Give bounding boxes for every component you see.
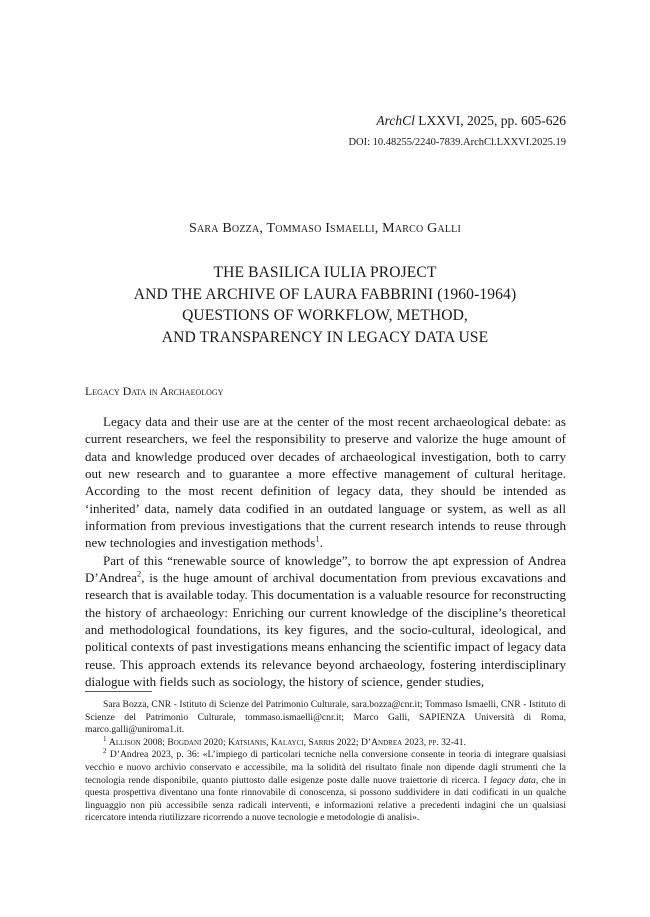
footnote-ref[interactable]: 2	[136, 568, 142, 579]
body-text	[85, 413, 566, 691]
title-line: QUESTIONS OF WORKFLOW, METHOD,	[182, 307, 468, 324]
author-list: Sara Bozza, Tommaso Ismaelli, Marco Galli	[188, 221, 461, 236]
footnote	[85, 734, 566, 750]
title-line: AND THE ARCHIVE OF LAURA FABBRINI (1960-1964)	[133, 285, 517, 303]
paragraph	[85, 552, 566, 691]
footnotes	[85, 699, 566, 825]
footnote-affiliations: Sara Bozza, CNR - Istituto di Scienze del Patrimonio Culturale, sara.bozza@cnr.it; Tommaso Ismaelli, CNR - Istituto di Scienze del Patrimonio Culturale, tommaso.ismaelli@cnr.it; Marco Galli, SAPIENZA Università di Roma, marco.galli@uniroma1.it.	[85, 699, 566, 736]
article-title	[0, 262, 650, 348]
paragraph-text: Part of this “renewable source of knowledge”, to borrow the apt expression of Andrea D’Andrea	[85, 552, 566, 586]
footnote-divider	[85, 691, 152, 692]
paragraph-text: .	[319, 535, 323, 551]
footnote-ref[interactable]: 1	[315, 534, 320, 545]
paragraph-text: Legacy data and their use are at the center of the most recent archaeological debate: as current researchers, we feel the responsibility to preserve and valorize the huge amount of data and knowledge produced over decades of archaeological investigation, both to carry out new research and to guarantee a more effective management of cultural heritage. According to the most recent definition of legacy data, they should be intended as ‘inherited’ data, namely data codified in an outdated language or system, as well as all information from previous investigations that the current research intends to reuse through new technologies and investigation methods	[85, 414, 566, 551]
journal-reference	[376, 113, 566, 129]
journal-name: ArchCl	[376, 113, 415, 128]
doi: DOI: 10.48255/2240-7839.ArchCl.LXXVI.2025.19	[348, 137, 566, 148]
title-line: THE BASILICA IULIA PROJECT	[213, 264, 437, 281]
footnote-italic: legacy data	[490, 774, 536, 786]
footnote-number: 2	[103, 747, 107, 756]
section-heading: Legacy Data in Archaeology	[85, 384, 224, 398]
volume-pages: LXXVI, 2025, pp. 605-626	[414, 113, 566, 128]
footnote-text: Allison 2008; Bogdani 2020; Katsianis, Kalayci, Sarris 2022; D’Andrea 2023, pp. 32-41.	[108, 736, 466, 748]
footnote-text: D’Andrea 2023, p. 36: «L’impiego di particolari tecniche nella conversione consente in teoria di integrare qualsiasi vecchio e nuovo archivio conservato e accessibile, ma la solidità del risultato finale non dipende dagli strumenti che la tecnologia rende disponibile, quanto piuttosto dalle esigenze poste dalle nuove traiettorie di ricerca. I	[85, 749, 566, 786]
title-line: AND TRANSPARENCY IN LEGACY DATA USE	[161, 328, 489, 346]
paragraph	[85, 413, 566, 552]
footnote-number: 1	[103, 734, 107, 743]
paragraph-text: , is the huge amount of archival documentation from previous excavations and research that is available today. This documentation is a valuable resource for reconstructing the history of archaeology: Enriching our current knowledge of the discipline’s theoretical and methodological foundations, its key figures, and the socio-cultural, ideological, and political contexts of past investigations means enhancing the scientific impact of legacy data reuse. This approach extends its relevance beyond archaeology, fostering interdisciplinary dialogue with fields such as sociology, the history of science, gender studies,	[85, 570, 566, 690]
footnote-text: , che in questa prospettiva diventano una fonte rinnovabile di conoscenza, si possono suddividere in dati codificati in un qualche linguaggio non più accessibile senza radicali interventi, e informazioni relative a precedenti indagini che un qualsiasi ricercatore intenda riutilizzare ricorrendo a nuove tecnologie e metodologie di analisi».	[85, 774, 566, 824]
footnote	[85, 749, 566, 825]
